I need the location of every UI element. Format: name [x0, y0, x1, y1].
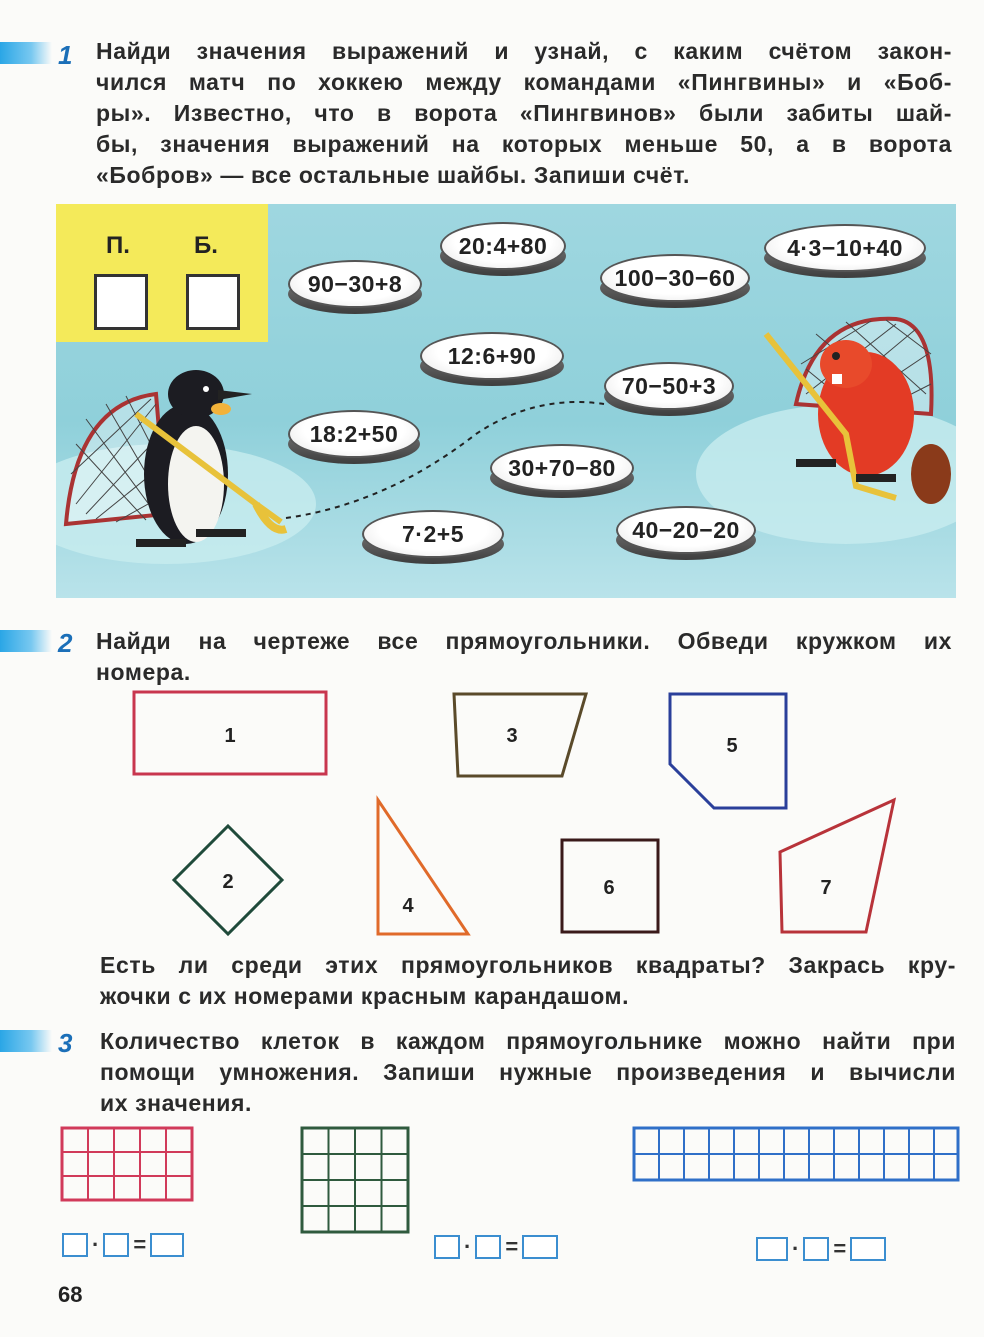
shape-label-3: 3 — [506, 725, 518, 747]
page-number: 68 — [58, 1282, 83, 1307]
times-sign: · — [792, 1236, 800, 1261]
green-grid — [302, 1128, 408, 1232]
puck-expression: 100−30−60 — [600, 254, 750, 302]
text-line: ры». Известно, что в ворота «Пингвинов» были забиты шай- — [96, 100, 952, 126]
cell-grids — [0, 1124, 984, 1234]
puck-expression: 18:2+50 — [288, 410, 420, 458]
answer-box[interactable] — [850, 1237, 886, 1261]
text-line: Есть ли среди этих прямоугольников квадраты? Закрась кру- — [100, 952, 956, 978]
answer-box[interactable] — [103, 1233, 129, 1257]
shape-label-6: 6 — [603, 877, 615, 899]
answer-box[interactable] — [756, 1237, 788, 1261]
task-marker — [0, 1030, 52, 1052]
puck-expression: 70−50+3 — [604, 362, 734, 410]
shape-label-1: 1 — [224, 725, 236, 747]
task-marker — [0, 42, 52, 64]
times-sign: · — [464, 1234, 472, 1259]
equals-sign: = — [833, 1236, 847, 1261]
shapes-drawing — [0, 680, 984, 940]
puck — [616, 506, 756, 568]
answer-box[interactable] — [803, 1237, 829, 1261]
puck — [600, 254, 750, 316]
shape-label-7: 7 — [820, 877, 832, 899]
task-number: 1 — [58, 40, 73, 70]
task-text — [96, 36, 952, 191]
puck-expression: 30+70−80 — [490, 444, 634, 492]
answer-box[interactable] — [522, 1235, 558, 1259]
hockey-illustration — [56, 204, 956, 598]
equation-2 — [434, 1234, 558, 1260]
text-line: жочки с их номерами красным карандашом. — [100, 983, 630, 1009]
shape-4 — [378, 800, 468, 934]
text-line: «Бобров» — все остальные шайбы. Запиши счёт. — [96, 162, 691, 188]
puck — [764, 224, 926, 286]
beavers-label: Б. — [194, 232, 218, 259]
task-number: 3 — [58, 1028, 73, 1058]
puck — [420, 332, 564, 394]
task-text — [96, 626, 952, 688]
puck — [440, 222, 566, 284]
answer-box[interactable] — [62, 1233, 88, 1257]
puck — [604, 362, 734, 424]
equation-3 — [756, 1236, 886, 1262]
text-line: бы, значения выражений на которых меньше 50, а в ворота — [96, 131, 952, 157]
text-line: Количество клеток в каждом прямоугольнике можно найти при — [100, 1028, 956, 1054]
text-line: Найди на чертеже все прямоугольники. Обведи кружком их — [96, 628, 952, 654]
blue-grid — [634, 1128, 958, 1180]
puck — [490, 444, 634, 506]
shape-label-2: 2 — [222, 871, 234, 893]
shape-label-5: 5 — [726, 735, 738, 757]
text-line: их значения. — [100, 1090, 253, 1116]
text-line: Найди значения выражений и узнай, с каким счётом закон- — [96, 38, 952, 64]
equals-sign: = — [133, 1232, 147, 1257]
red-grid — [62, 1128, 192, 1200]
penguins-label: П. — [106, 232, 130, 259]
text-line: помощи умножения. Запиши нужные произведения и вычисли — [100, 1059, 956, 1085]
puck-expression: 90−30+8 — [288, 260, 422, 308]
answer-box[interactable] — [150, 1233, 184, 1257]
text-line: номера. — [96, 659, 191, 685]
task-text — [100, 1026, 956, 1119]
task-2-question — [100, 950, 956, 1012]
puck — [288, 260, 422, 322]
equation-1 — [62, 1232, 184, 1258]
shape-7 — [780, 800, 894, 932]
puck-expression: 12:6+90 — [420, 332, 564, 380]
puck-expression: 40−20−20 — [616, 506, 756, 554]
equals-sign: = — [505, 1234, 519, 1259]
shape-3 — [454, 694, 586, 776]
task-marker — [0, 630, 52, 652]
text-line: чился матч по хоккею между командами «Пингвины» и «Боб- — [96, 69, 952, 95]
answer-box[interactable] — [434, 1235, 460, 1259]
puck-expression: 20:4+80 — [440, 222, 566, 270]
shape-label-4: 4 — [402, 895, 414, 917]
times-sign: · — [92, 1232, 100, 1257]
answer-box[interactable] — [475, 1235, 501, 1259]
task-number: 2 — [58, 628, 73, 658]
puck-expression: 7·2+5 — [362, 510, 504, 558]
puck-expression: 4·3−10+40 — [764, 224, 926, 272]
puck — [288, 410, 420, 472]
puck — [362, 510, 504, 572]
